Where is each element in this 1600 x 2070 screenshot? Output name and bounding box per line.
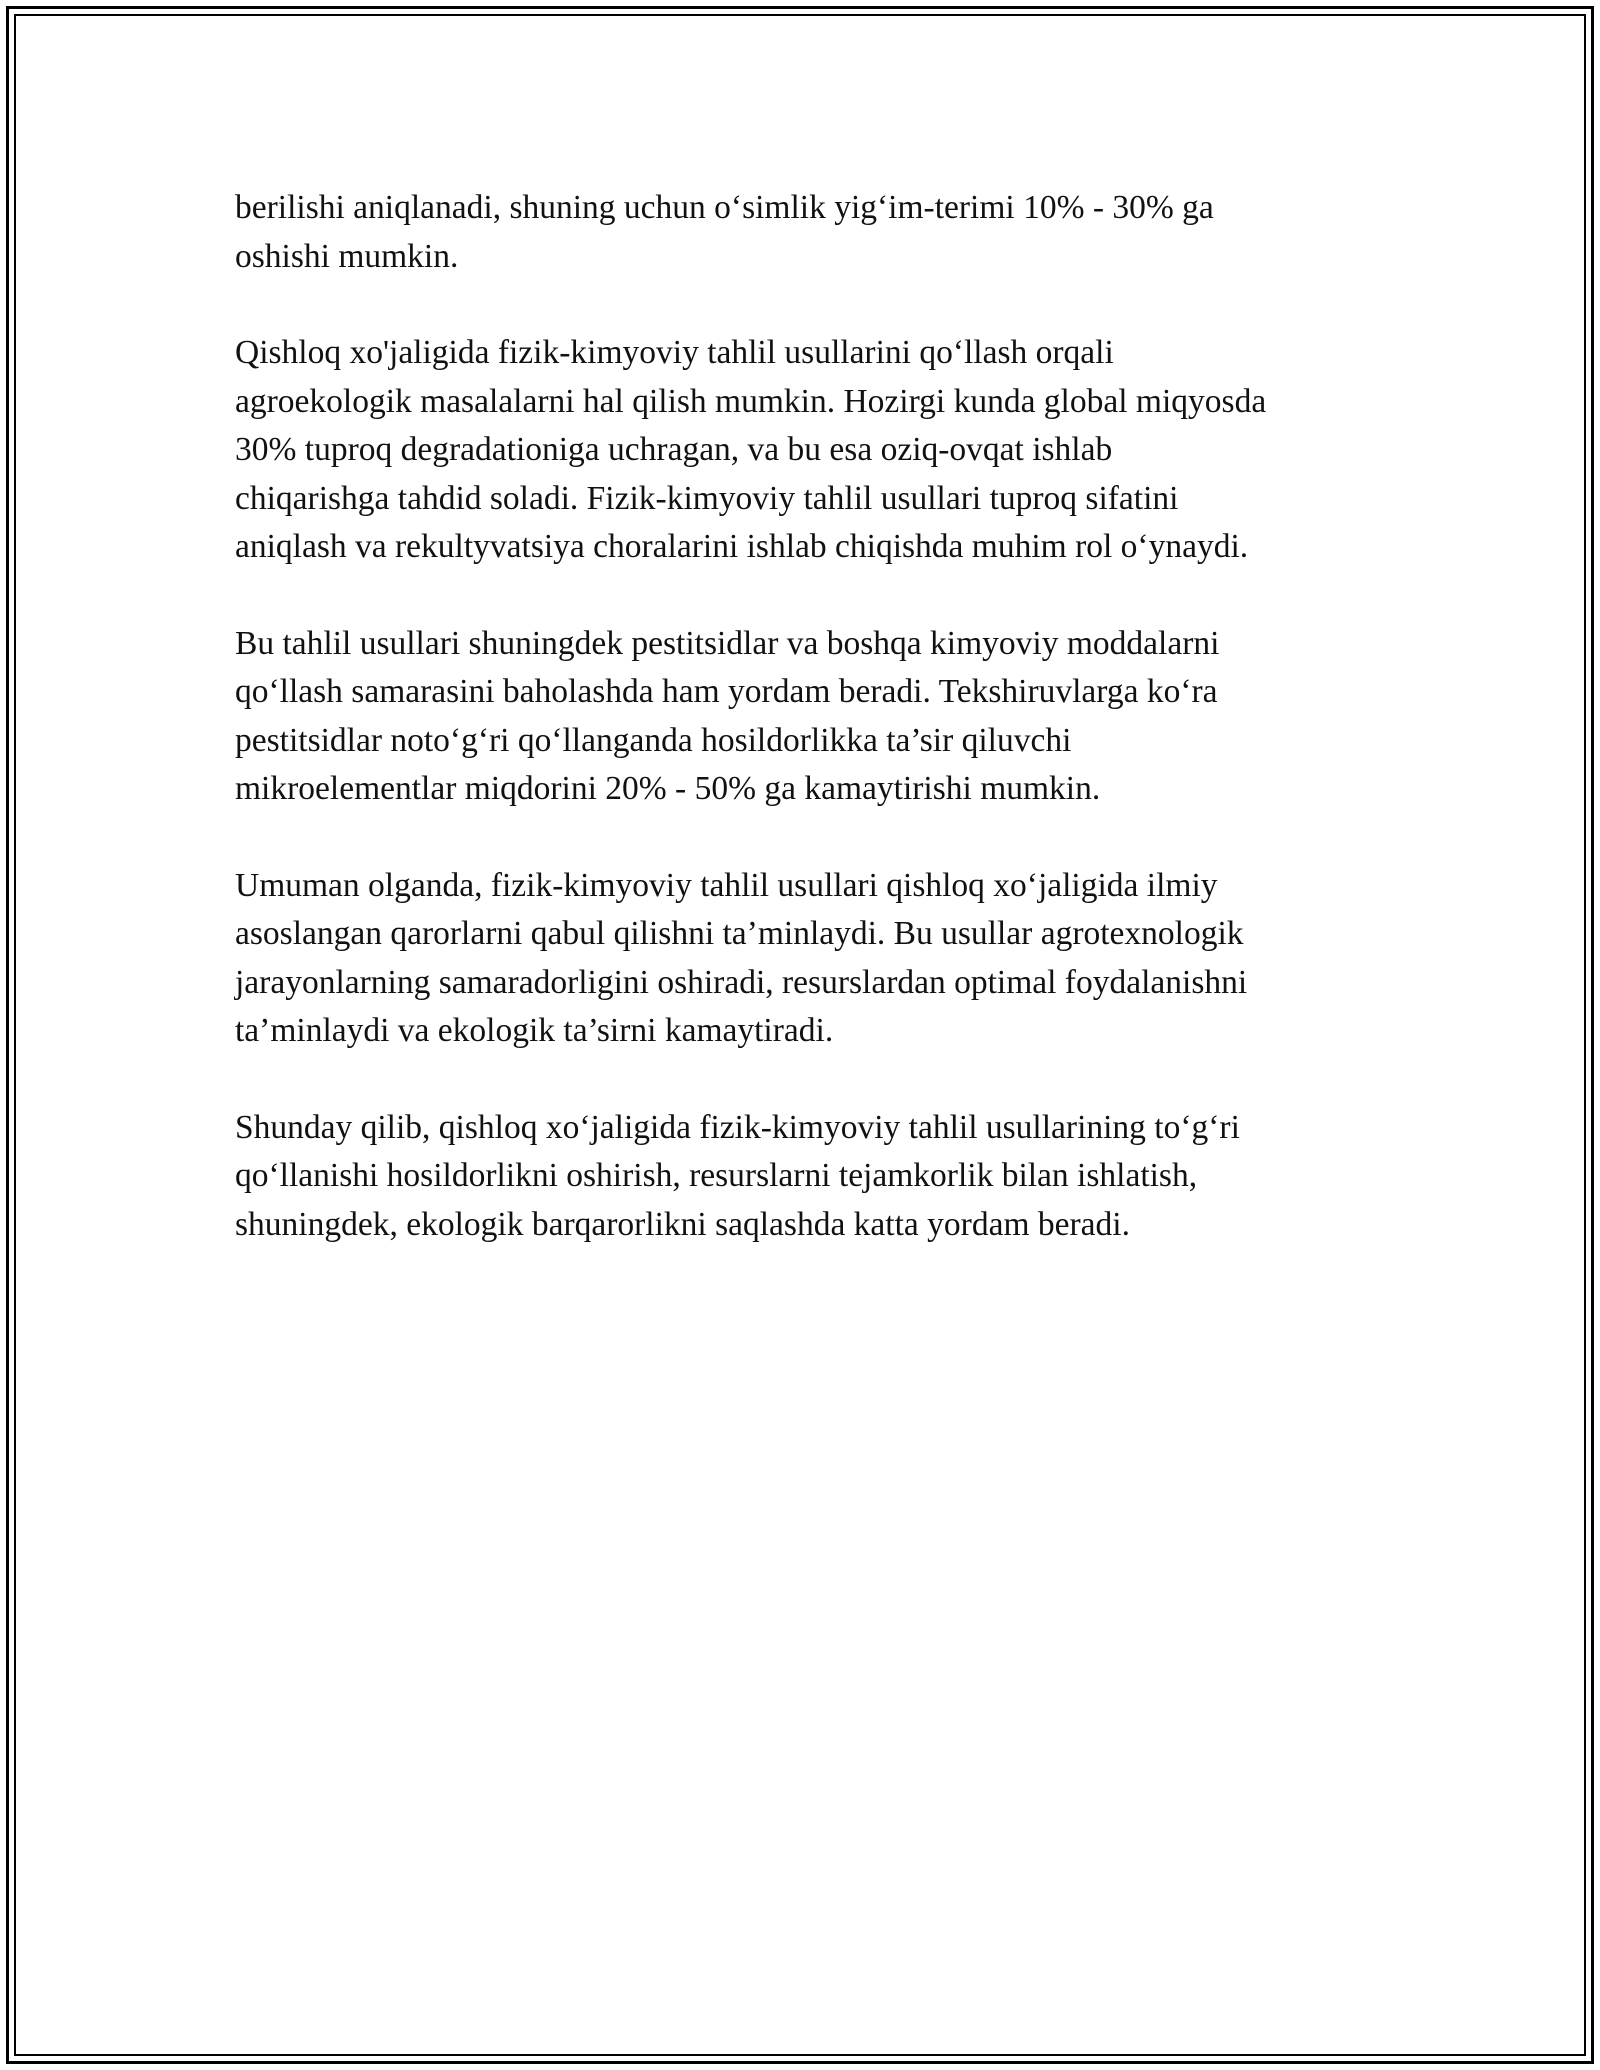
text-line: qo‘llanishi hosildorlikni oshirish, resurslarni tejamkorlik bilan ishlatish,	[235, 1157, 1198, 1194]
text-line: Shunday qilib, qishloq xo‘jaligida fizik-kimyoviy tahlil usullarining to‘g‘ri	[235, 1108, 1240, 1146]
paragraph-4	[235, 862, 1385, 1056]
text-line: chiqarishga tahdid soladi. Fizik-kimyoviy tahlil usullari tuproq sifatini	[235, 479, 1179, 517]
paragraph-1	[235, 184, 1385, 281]
text-line: ta’minlaydi va ekologik ta’sirni kamaytiradi.	[235, 1012, 834, 1049]
text-line: asoslangan qarorlarni qabul qilishni ta’minlaydi. Bu usullar agrotexnologik	[235, 915, 1244, 952]
text-line: oshishi mumkin.	[235, 237, 459, 275]
text-line: berilishi aniqlanadi, shuning uchun o‘simlik yig‘im-terimi 10% - 30% ga	[235, 189, 1214, 226]
text-line: agroekologik masalalarni hal qilish mumkin. Hozirgi kunda global miqyosda	[235, 382, 1267, 420]
text-line: Bu tahlil usullari shuningdek pestitsidlar va boshqa kimyoviy moddalarni	[235, 624, 1220, 662]
paragraph-3	[235, 620, 1385, 814]
text-line: mikroelementlar miqdorini 20% - 50% ga kamaytirishi mumkin.	[235, 770, 1101, 807]
text-line: Umuman olganda, fizik-kimyoviy tahlil usullari qishloq xo‘jaligida ilmiy	[235, 866, 1218, 904]
paragraph-2	[235, 329, 1385, 572]
text-line: 30% tuproq degradationiga uchragan, va bu esa oziq-ovqat ishlab	[235, 431, 1113, 468]
text-line: pestitsidlar noto‘g‘ri qo‘llanganda hosildorlikka ta’sir qiluvchi	[235, 721, 1072, 759]
text-line: aniqlash va rekultyvatsiya choralarini ishlab chiqishda muhim rol o‘ynaydi.	[235, 528, 1249, 565]
paragraph-5	[235, 1104, 1385, 1250]
text-line: Qishloq xo'jaligida fizik-kimyoviy tahlil usullarini qo‘llash orqali	[235, 334, 1114, 371]
text-line: jarayonlarning samaradorligini oshiradi, resurslardan optimal foydalanishni	[235, 963, 1248, 1001]
text-line: shuningdek, ekologik barqarorlikni saqlashda katta yordam beradi.	[235, 1205, 1130, 1243]
text-line: qo‘llash samarasini baholashda ham yordam beradi. Tekshiruvlarga ko‘ra	[235, 673, 1218, 710]
document-body	[235, 184, 1385, 1297]
